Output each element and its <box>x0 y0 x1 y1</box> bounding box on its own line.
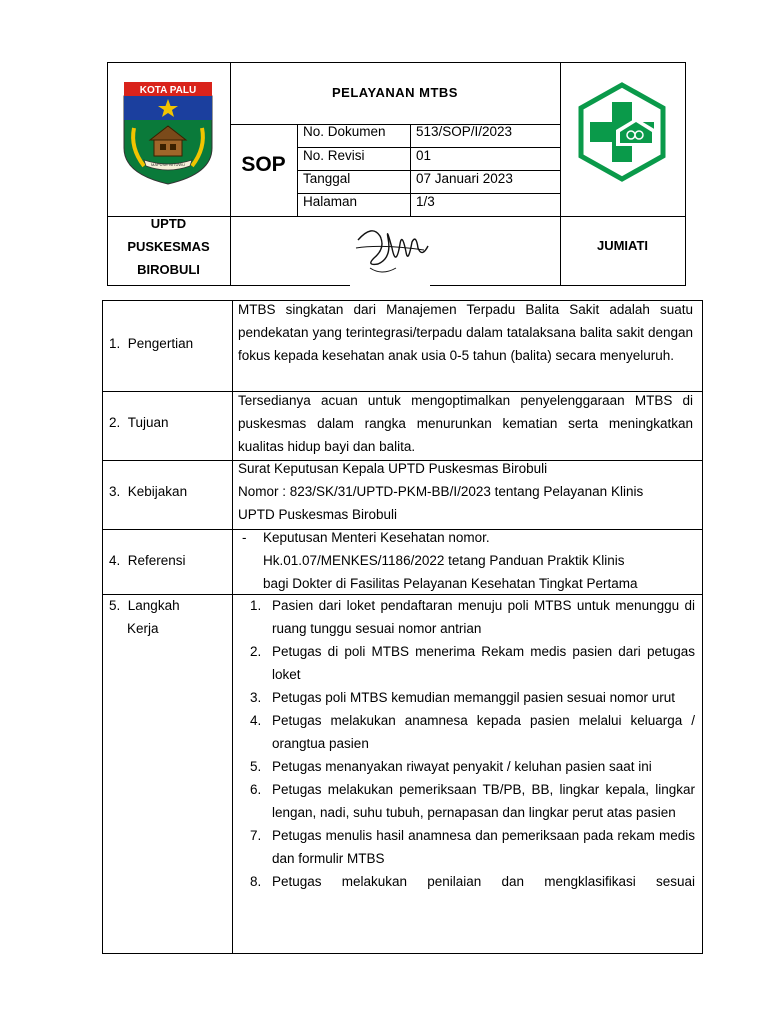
sop-label: SOP <box>241 153 286 176</box>
section-number: 3. <box>109 484 121 499</box>
section-text-kebijakan <box>238 457 698 526</box>
section-text-referensi <box>263 526 698 595</box>
step-text: Petugas di poli MTBS menerima Rekam medis pasien dari petugas loket <box>272 644 695 682</box>
section-label-referensi <box>109 549 186 572</box>
kota-palu-logo-scroll: MAPUSE NITUWU <box>151 162 185 167</box>
step-text: Petugas melakukan anamnesa kepada pasien melalui keluarga / orangtua pasien <box>272 713 695 751</box>
section-number: 2. <box>109 415 121 430</box>
section-label-text: Langkah <box>127 598 180 613</box>
page-title: PELAYANAN MTBS <box>332 85 458 100</box>
step-number: 7. <box>250 828 262 843</box>
step-item <box>238 824 695 870</box>
step-number: 5. <box>250 759 262 774</box>
step-text: Petugas melakukan pemeriksaan TB/PB, BB, lingkar kepala, lingkar lengan, nadi, suhu tubuh, pernapasan dan lingkar perut atas pasien <box>272 782 695 820</box>
section-label-text-line2: Kerja <box>127 621 159 636</box>
step-item <box>238 778 695 824</box>
step-item <box>238 686 695 709</box>
signer-name: JUMIATI <box>596 238 649 253</box>
referensi-line-1: Keputusan Menteri Kesehatan nomor. <box>263 530 490 545</box>
section-number: 5. <box>109 598 121 613</box>
section-label-text: Tujuan <box>127 415 169 430</box>
section-number: 4. <box>109 553 121 568</box>
meta-value-no-dokumen: 513/SOP/I/2023 <box>416 124 513 139</box>
step-text: Petugas poli MTBS kemudian memanggil pasien sesuai nomor urut <box>272 690 675 705</box>
kota-palu-logo <box>120 78 216 186</box>
step-text: Petugas menanyakan riwayat penyakit / keluhan pasien saat ini <box>272 759 652 774</box>
meta-label-tanggal: Tanggal <box>303 171 351 186</box>
step-text: Petugas melakukan penilaian dan mengklasifikasi sesuai <box>272 874 695 889</box>
section-label-text: Pengertian <box>127 336 194 351</box>
step-number: 6. <box>250 782 262 797</box>
section-label-text: Referensi <box>127 553 186 568</box>
section-text-pengertian: MTBS singkatan dari Manajemen Terpadu Balita Sakit adalah suatu pendekatan yang terintegrasi/terpadu dalam tatalaksana balita sakit dengan fokus kepada kesehatan anak usia 0-5 tahun (balita) secara menyeluruh. <box>238 302 693 363</box>
meta-value-halaman: 1/3 <box>416 194 435 209</box>
puskesmas-logo <box>572 82 672 182</box>
step-number: 1. <box>250 598 262 613</box>
meta-label-no-dokumen: No. Dokumen <box>303 124 386 139</box>
section-label-langkah-kerja <box>109 594 180 640</box>
steps-list <box>238 594 695 893</box>
section-label-tujuan <box>109 411 169 434</box>
signature <box>352 218 432 282</box>
step-text: Petugas menulis hasil anamnesa dan pemeriksaan pada rekam medis dan formulir MTBS <box>272 828 695 866</box>
org-line-puskesmas: PUSKESMAS <box>127 239 210 254</box>
step-number: 2. <box>250 644 262 659</box>
meta-value-no-revisi: 01 <box>416 148 432 163</box>
step-item <box>238 755 695 778</box>
step-number: 8. <box>250 874 262 889</box>
organization-name <box>107 212 230 281</box>
org-line-uptd: UPTD <box>150 216 187 231</box>
step-text: Pasien dari loket pendaftaran menuju poli MTBS untuk menunggu di ruang tunggu sesuai nomor antrian <box>272 598 695 636</box>
step-number: 3. <box>250 690 262 705</box>
meta-label-no-revisi: No. Revisi <box>303 148 365 163</box>
section-number: 1. <box>109 336 121 351</box>
section-text-tujuan: Tersedianya acuan untuk mengoptimalkan penyelenggaraan MTBS di puskesmas dalam rangka menurunkan kematian serta meningkatkan kualitas hidup bayi dan balita. <box>238 393 693 454</box>
step-number: 4. <box>250 713 262 728</box>
section-label-pengertian <box>109 332 193 355</box>
step-item <box>238 594 695 640</box>
section-label-kebijakan <box>109 480 187 503</box>
kebijakan-line-2: Nomor : 823/SK/31/UPTD-PKM-BB/I/2023 tentang Pelayanan Klinis <box>238 484 644 499</box>
section-bullet-referensi: - <box>242 530 247 545</box>
kebijakan-line-3: UPTD Puskesmas Birobuli <box>238 507 398 522</box>
org-line-birobuli: BIROBULI <box>137 262 200 277</box>
meta-value-tanggal: 07 Januari 2023 <box>416 171 513 186</box>
kebijakan-line-1: Surat Keputusan Kepala UPTD Puskesmas Birobuli <box>238 461 548 476</box>
step-item <box>238 640 695 686</box>
referensi-line-2: Hk.01.07/MENKES/1186/2022 tetang Panduan Praktik Klinis <box>263 553 625 568</box>
step-item <box>238 870 695 893</box>
meta-label-halaman: Halaman <box>303 194 358 209</box>
referensi-line-3: bagi Dokter di Fasilitas Pelayanan Kesehatan Tingkat Pertama <box>263 576 638 591</box>
step-item <box>238 709 695 755</box>
section-label-text: Kebijakan <box>127 484 188 499</box>
kota-palu-logo-text: KOTA PALU <box>139 85 197 96</box>
